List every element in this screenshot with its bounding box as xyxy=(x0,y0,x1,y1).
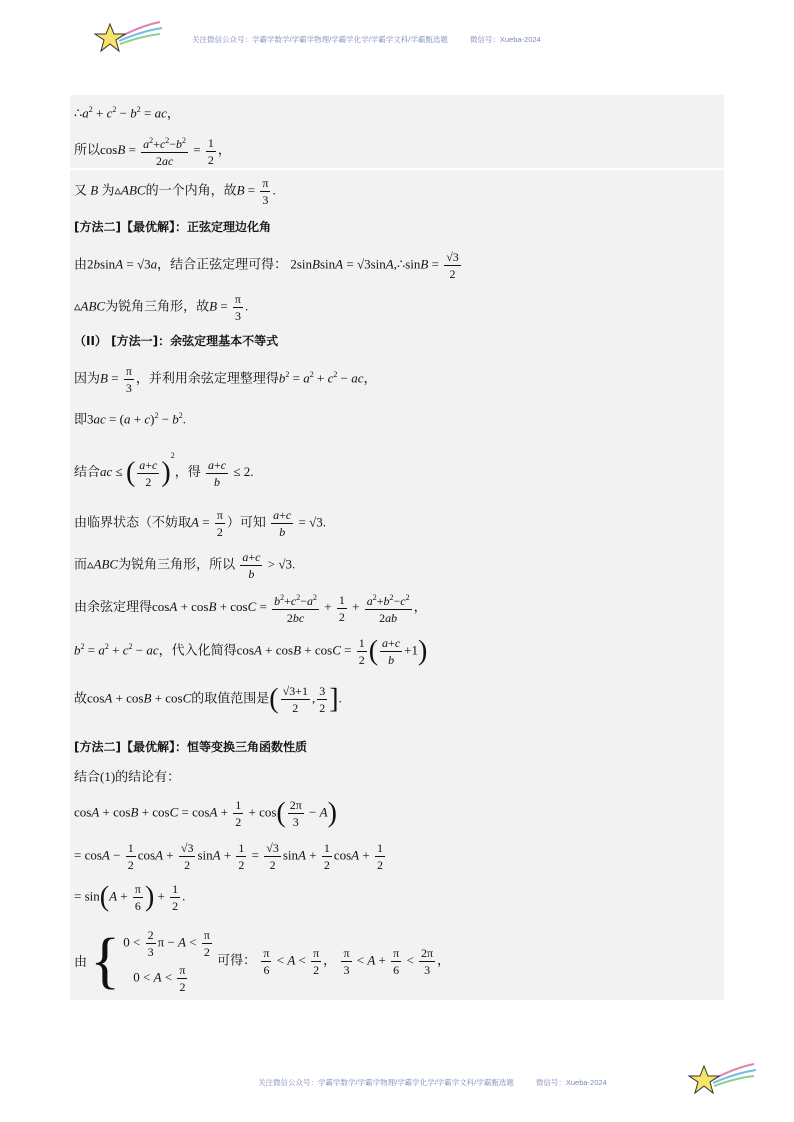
eq-line-system: 由 { 0 < $\frac{2}{3}$ π − A < $\frac{\pi}{2}$ 0 < A < $\frac{\pi}{2}$ 可得： $\frac{\pi}{6}$ < A < $\frac{\pi}{2}$ ， $\frac{\pi}{3}$ < A + $\frac{\pi}{6}$ < $\frac{2\pi}{3}$ ， xyxy=(74,927,451,995)
eq-line-acute: ▵ABC为锐角三角形，故B = $\frac{\pi}{3}$ . xyxy=(74,292,249,323)
footer-accounts: 关注微信公众号：学霸学数学/学霸学物理/学霸学化学/学霸学文科/学霸甄选题 xyxy=(258,1078,514,1087)
eq-line-B-angle: 又 B 为▵ABC的一个内角，故B = $\frac{\pi}{3}$ . xyxy=(74,176,276,207)
eq-line-cosine-rule: 因为B = $\frac{\pi}{3}$ ，并利用余弦定理整理得$b^2 = a^2 + c^2$ − ac， xyxy=(74,364,377,395)
eq-line-substitute: $b^2 = a^2 + c^2$ − ac，代入化简得cosA + cosB + cosC = $\frac{1}{2}$ ( $\frac{a+c}{b}$ +1) xyxy=(74,635,428,667)
eq-line-sine-rule: 由2bsinA = √3a，结合正弦定理可得： 2sinBsinA = √3sinA,∴sinB = $\frac{√3}{2}$ xyxy=(74,250,459,281)
star-logo-footer-icon xyxy=(686,1060,758,1104)
footer-text xyxy=(258,1077,607,1088)
header-wechat: 微信号：Xueba-2024 xyxy=(469,35,541,44)
header-text xyxy=(192,34,541,45)
header-accounts: 关注微信公众号：学霸学数学/学霸学物理/学霸学化学/学霸学文科/学霸甄选题 xyxy=(192,35,448,44)
eq-line-conclusion: 结合(1)的结论有： xyxy=(74,769,181,784)
eq-line-inequality: 结合ac ≤ ( $\frac{a+c}{2}$ )$^2$，得 $\frac{a+c}{b}$ ≤ 2. xyxy=(74,451,254,489)
eq-line-cosB: 所以cosB = $\frac{a^2+c^2-b^2}{2ac}$ = $\frac{1}{2}$ ， xyxy=(74,135,231,168)
eq-line-identity-2: = cosA − $\frac{1}{2}$ cosA + $\frac{√3}{2}$ sinA + $\frac{1}{2}$ = $\frac{√3}{2}$ sinA + $\frac{1}{2}$ cosA + $\frac{1}{2}$ xyxy=(74,841,383,872)
eq-line-critical: 由临界状态（不妨取A = $\frac{\pi}{2}$ ）可知 $\frac{a+c}{b}$ = √3. xyxy=(74,508,326,539)
star-logo-icon xyxy=(92,18,164,62)
panel-divider xyxy=(70,168,724,170)
footer-wechat: 微信号：Xueba-2024 xyxy=(535,1078,607,1087)
part2-title: （II） [方法一]：余弦定理基本不等式 xyxy=(74,334,279,348)
method2-title: [方法二]【最优解】：正弦定理边化角 xyxy=(74,220,271,234)
eq-line-identity-1: cosA + cosB + cosC = cosA + $\frac{1}{2}$ + cos( $\frac{2\pi}{3}$ − A) xyxy=(74,797,337,829)
eq-line-1: $\therefore a^2 + c^2 - b^2$ = ac， xyxy=(74,105,180,121)
eq-line-identity-3: = sin(A + $\frac{\pi}{6}$ ) + $\frac{1}{2}$ . xyxy=(74,881,186,913)
method2b-title: [方法二]【最优解】：恒等变换三角函数性质 xyxy=(74,740,307,754)
eq-line-3ac: 即$3ac = (a + c)^2 - b^2$. xyxy=(74,411,187,427)
eq-line-cos-sum: 由余弦定理得cosA + cosB + cosC = $\frac{b^2+c^2-a^2}{2bc}$ + $\frac{1}{2}$ + $\frac{a^2+b^2-c^2}{2ab}$ ， xyxy=(74,592,427,625)
eq-line-range: 故cosA + cosB + cosC的取值范围是( $\frac{√3+1}{2}$ , $\frac{3}{2}$ ]. xyxy=(74,683,342,715)
eq-line-greater: 而▵ABC为锐角三角形，所以 $\frac{a+c}{b}$ > √3. xyxy=(74,550,296,581)
